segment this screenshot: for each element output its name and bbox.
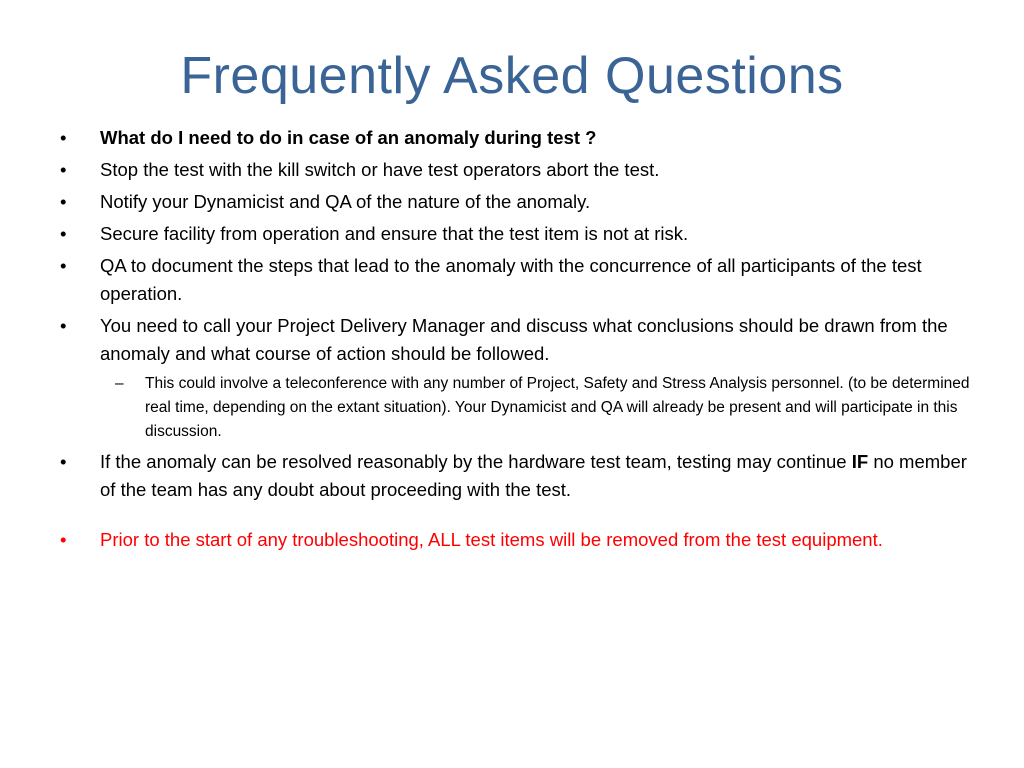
list-item-question bbox=[60, 124, 972, 152]
list-item-text: Notify your Dynamicist and QA of the nature of the anomaly. bbox=[100, 191, 591, 212]
list-item-text bbox=[100, 451, 967, 500]
dash-icon: – bbox=[115, 375, 124, 392]
bullet-icon: • bbox=[60, 127, 67, 148]
list-item bbox=[60, 188, 972, 216]
list-item bbox=[60, 156, 972, 184]
list-item-text: Secure facility from operation and ensure that the test item is not at risk. bbox=[100, 223, 689, 244]
sub-list-item bbox=[60, 372, 972, 444]
bullet-icon: • bbox=[60, 191, 67, 212]
bullet-icon: • bbox=[60, 159, 67, 180]
bullet-icon: • bbox=[60, 255, 67, 276]
list-item-text: QA to document the steps that lead to the anomaly with the concurrence of all participants of the test operation. bbox=[100, 255, 922, 304]
bullet-icon: • bbox=[60, 223, 67, 244]
list-item bbox=[60, 252, 972, 308]
list-item-text: Prior to the start of any troubleshooting, ALL test items will be removed from the test equipment. bbox=[100, 529, 883, 550]
list-item bbox=[60, 220, 972, 248]
emphasis-if: IF bbox=[851, 451, 869, 472]
bullet-list bbox=[60, 124, 972, 558]
bullet-icon: • bbox=[60, 529, 67, 550]
list-item-text: Stop the test with the kill switch or have test operators abort the test. bbox=[100, 159, 660, 180]
list-item bbox=[60, 448, 972, 504]
bullet-icon: • bbox=[60, 451, 67, 472]
list-item-text: What do I need to do in case of an anomaly during test ? bbox=[100, 127, 597, 148]
list-item-warning bbox=[60, 526, 972, 554]
bullet-icon: • bbox=[60, 315, 67, 336]
list-item-text-after: no member of the team has any doubt about proceeding with the test. bbox=[100, 451, 967, 500]
slide-title: Frequently Asked Questions bbox=[180, 47, 844, 105]
sub-list-item-text: This could involve a teleconference with any number of Project, Safety and Stress Analysis personnel. (to be determined real time, depending on the extant situation). Your Dynamicist and QA will already be present and will participate in this discussion. bbox=[145, 375, 970, 440]
list-item bbox=[60, 312, 972, 368]
list-item-text-before: If the anomaly can be resolved reasonably by the hardware test team, testing may continue bbox=[100, 451, 852, 472]
list-item-text: You need to call your Project Delivery Manager and discuss what conclusions should be drawn from the anomaly and what course of action should be followed. bbox=[100, 315, 948, 364]
